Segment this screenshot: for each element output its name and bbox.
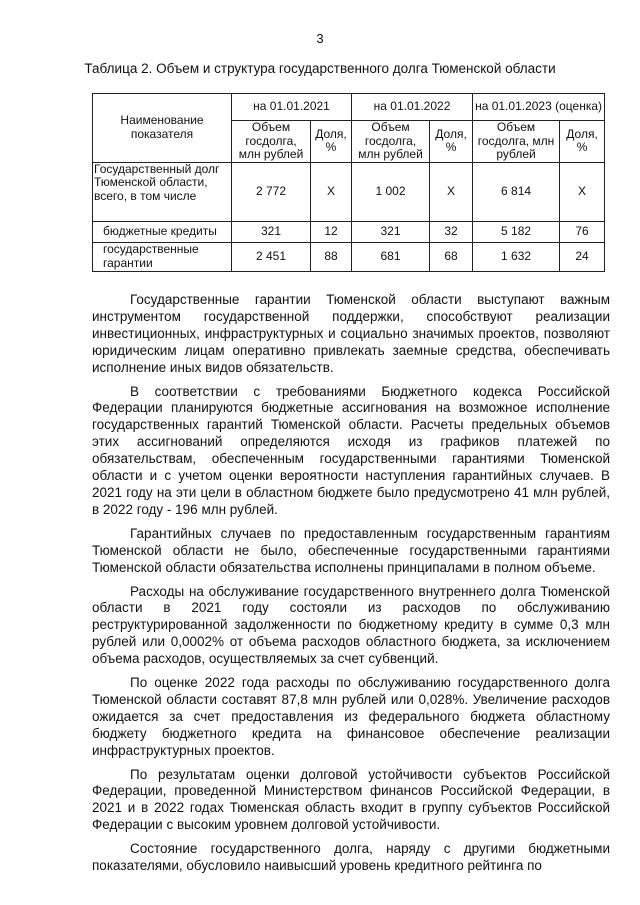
- header-volume-2021: Объем госдолга, млн рублей: [232, 121, 311, 163]
- row-name-budget-credits: бюджетные кредиты: [93, 221, 232, 242]
- header-share-2022: Доля, %: [430, 121, 473, 163]
- cell-total-share-2022: X: [430, 162, 473, 221]
- row-name-state-guarantees: государственные гарантии: [93, 242, 232, 271]
- paragraph: По оценке 2022 года расходы по обслуживанию государственного долга Тюменской области составят 87,8 млн рублей или 0,028%. Увеличение расходов ожидается за счет предоставления из федерального бюджета областному бюджету бюджетного кредита на финансовое обеспечение реализации инфраструктурных проектов.: [92, 675, 610, 758]
- header-period-2022: на 01.01.2022: [352, 94, 473, 121]
- cell-total-share-2023: X: [560, 162, 605, 221]
- paragraph: Государственные гарантии Тюменской области выступают важным инструментом государственной поддержки, способствуют реализации инвестиционных, инфраструктурных и социально значимых проектов, позволяют юридическим лицам оперативно привлекать заемные средства, обеспечивать исполнение иных видов обязательств.: [92, 292, 610, 375]
- paragraph: Состояние государственного долга, наряду с другими бюджетными показателями, обусловило наивысший уровень кредитного рейтинга по: [92, 841, 610, 874]
- header-volume-2022: Объем госдолга, млн рублей: [352, 121, 430, 163]
- cell-credits-volume-2022: 321: [352, 221, 430, 242]
- header-share-2023: Доля, %: [560, 121, 605, 163]
- cell-guarantees-share-2023: 24: [560, 242, 605, 271]
- cell-credits-share-2023: 76: [560, 221, 605, 242]
- cell-credits-volume-2023: 5 182: [473, 221, 560, 242]
- cell-credits-share-2021: 12: [311, 221, 352, 242]
- paragraph: По результатам оценки долговой устойчивости субъектов Российской Федерации, проведенной Министерством финансов Российской Федерации, в 2021 и в 2022 годах Тюменская область входит в группу субъектов Российской Федерации с высоким уровнем долговой устойчивости.: [92, 766, 610, 833]
- header-share-2021: Доля, %: [311, 121, 352, 163]
- table-row-total-debt: [93, 162, 605, 221]
- paragraph: Расходы на обслуживание государственного внутреннего долга Тюменской области в 2021 году состояли из расходов по обслуживанию реструктурированной задолженности по бюджетному кредиту в сумме 0,3 млн рублей или 0,0002% от объема расходов областного бюджета, за исключением объема расходов, осуществляемых за счет субвенций.: [92, 583, 610, 667]
- cell-total-volume-2022: 1 002: [352, 162, 430, 221]
- table-row-budget-credits: [93, 221, 605, 242]
- cell-guarantees-volume-2023: 1 632: [473, 242, 560, 271]
- cell-guarantees-volume-2021: 2 451: [232, 242, 311, 271]
- cell-credits-share-2022: 32: [430, 221, 473, 242]
- table-header-row-periods: [93, 94, 605, 121]
- cell-guarantees-share-2022: 68: [430, 242, 473, 271]
- cell-total-volume-2021: 2 772: [232, 162, 311, 221]
- cell-guarantees-volume-2022: 681: [352, 242, 430, 271]
- table-row-state-guarantees: [93, 242, 605, 271]
- cell-total-share-2021: X: [311, 162, 352, 221]
- cell-guarantees-share-2021: 88: [311, 242, 352, 271]
- page-number: 3: [316, 31, 324, 46]
- header-period-2021: на 01.01.2021: [232, 94, 352, 121]
- header-volume-2023: Объем госдолга, млн рублей: [473, 121, 560, 163]
- header-period-2023: на 01.01.2023 (оценка): [473, 94, 605, 121]
- debt-table: [92, 93, 605, 272]
- header-indicator-name: Наименование показателя: [93, 94, 232, 163]
- paragraph: Гарантийных случаев по предоставленным государственным гарантиям Тюменской области не было, обеспеченные государственными гарантиями Тюменской области обязательства исполнены принципалами в полном объеме.: [92, 525, 610, 575]
- paragraph: В соответствии с требованиями Бюджетного кодекса Российской Федерации планируются бюджетные ассигнования на возможное исполнение государственных гарантий Тюменской области. Расчеты предельных объемов этих ассигнований определяются исходя из графиков платежей по обязательствам, обеспеченным государственными гарантиями Тюменской области и с учетом оценки вероятности наступления гарантийных случаев. В 2021 году на эти цели в областном бюджете было предусмотрено 41 млн рублей, в 2022 году - 196 млн рублей.: [92, 383, 610, 517]
- cell-credits-volume-2021: 321: [232, 221, 311, 242]
- cell-total-volume-2023: 6 814: [473, 162, 560, 221]
- table-caption: Таблица 2. Объем и структура государственного долга Тюменской области: [84, 61, 556, 76]
- body-text: [92, 292, 610, 875]
- row-name-total-debt: Государственный долг Тюменской области, всего, в том числе: [93, 162, 232, 221]
